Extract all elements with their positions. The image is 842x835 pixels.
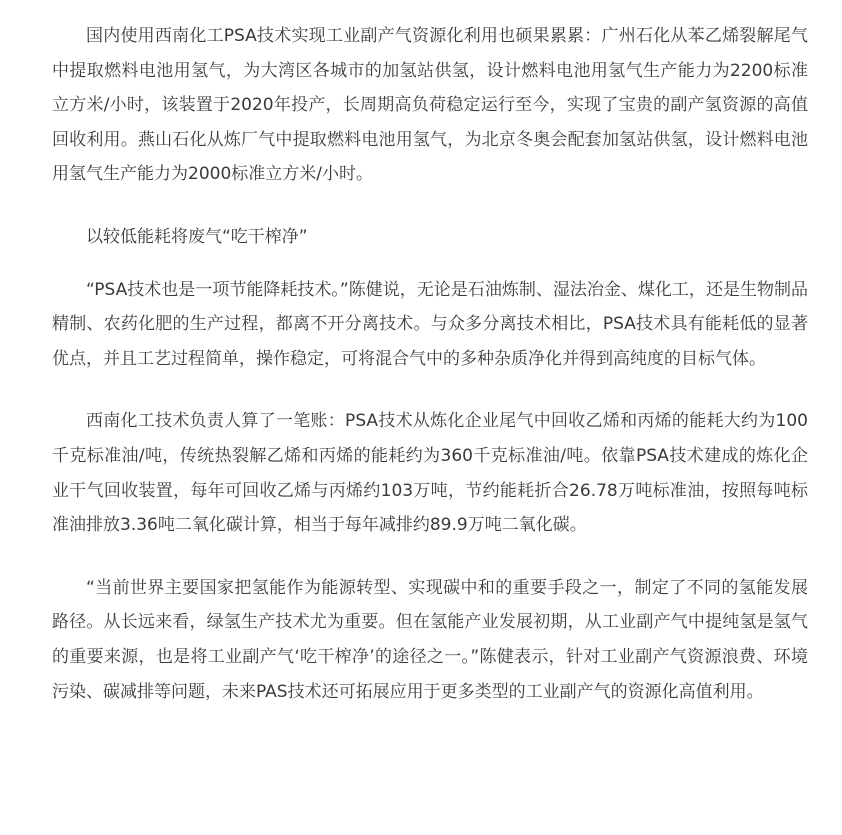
- paragraph-energy-calculation: 西南化工技术负责人算了一笔账：PSA技术从炼化企业尾气中回收乙烯和丙烯的能耗大约为100千克标准油/吨，传统热裂解乙烯和丙烯的能耗约为360千克标准油/吨。依靠PSA技术建成的炼化企业干气回收装置，每年可回收乙烯与丙烯约103万吨，节约能耗折合26.78万吨标准油，按照每吨标准油排放3.36吨二氧化碳计算，相当于每年减排约89.9万吨二氧化碳。: [52, 411, 808, 536]
- section-heading-low-energy: 以较低能耗将废气“吃干榨净”: [86, 226, 308, 247]
- paragraph-hydrogen-outlook: “当前世界主要国家把氢能作为能源转型、实现碳中和的重要手段之一，制定了不同的氢能发展路径。从长远来看，绿氢生产技术尤为重要。但在氢能产业发展初期，从工业副产气中提纯氢是氢气的重要来源，也是将工业副产气‘吃干榨净’的途径之一。”陈健表示，针对工业副产气资源浪费、环境污染、碳减排等问题，未来PAS技术还可拓展应用于更多类型的工业副产气的资源化高值利用。: [52, 577, 808, 702]
- paragraph-industrial-gas-utilization: 国内使用西南化工PSA技术实现工业副产气资源化利用也硕果累累：广州石化从苯乙烯裂解尾气中提取燃料电池用氢气，为大湾区各城市的加氢站供氢，设计燃料电池用氢气生产能力为2200标准立方米/小时，该装置于2020年投产，长周期高负荷稳定运行至今，实现了宝贵的副产氢资源的高值回收利用。燕山石化从炼厂气中提取燃料电池用氢气，为北京冬奥会配套加氢站供氢，设计燃料电池用氢气生产能力为2000标准立方米/小时。: [52, 26, 808, 185]
- paragraph-psa-energy-saving: “PSA技术也是一项节能降耗技术。”陈健说，无论是石油炼制、湿法冶金、煤化工，还是生物制品精制、农药化肥的生产过程，都离不开分离技术。与众多分离技术相比，PSA技术具有能耗低的显著优点，并且工艺过程简单，操作稳定，可将混合气中的多种杂质净化并得到高纯度的目标气体。: [52, 279, 808, 369]
